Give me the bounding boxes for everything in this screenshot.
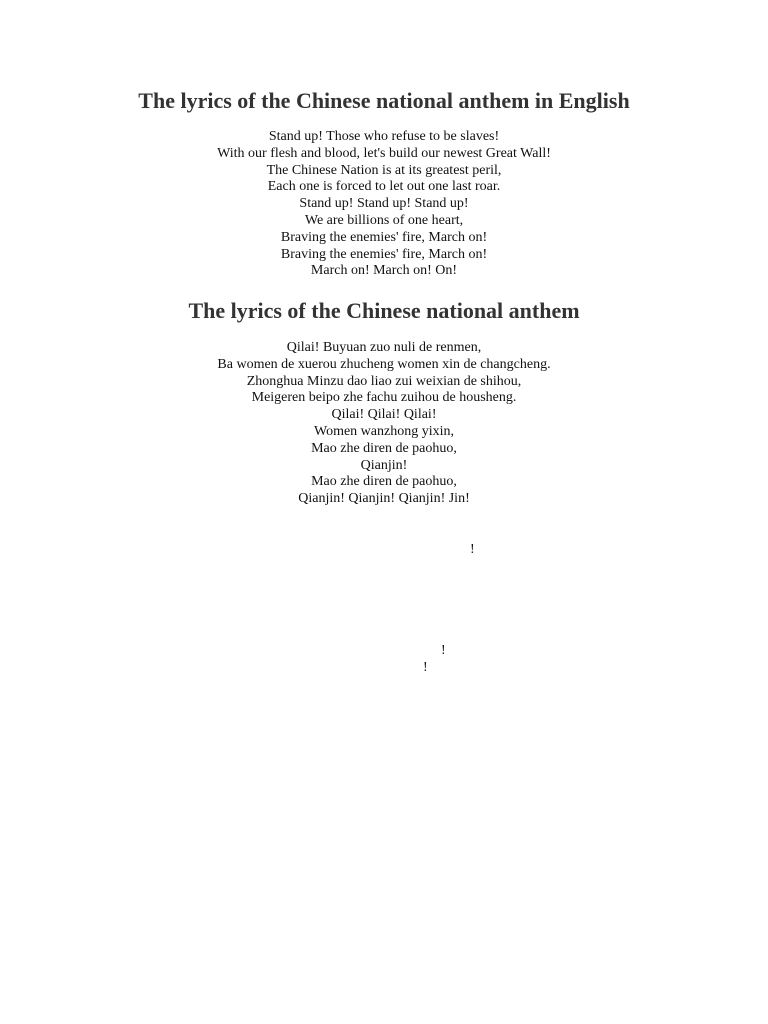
lyric-line: Qianjin!: [360, 457, 408, 473]
lyric-line: Stand up! Those who refuse to be slaves!: [268, 129, 500, 144]
lyric-line: Braving the enemies' fire, March on!: [280, 229, 488, 245]
lyric-line: Meigeren beipo zhe fachu zuihou de housheng.: [251, 390, 517, 406]
lyric-line: Each one is forced to let out one last roar.: [267, 179, 501, 195]
stray-exclamation-mark: !: [470, 542, 475, 557]
english-lyrics-heading: The lyrics of the Chinese national anthem in English: [138, 88, 630, 113]
lyric-line: Braving the enemies' fire, March on!: [280, 246, 488, 262]
stray-exclamation-mark: !: [441, 643, 446, 658]
lyric-line: Qianjin! Qianjin! Qianjin! Jin!: [298, 491, 470, 507]
lyric-line: Qilai! Buyuan zuo nuli de renmen,: [286, 340, 482, 355]
lyric-line: Qilai! Qilai! Qilai!: [331, 407, 437, 423]
lyric-line: The Chinese Nation is at its greatest peril,: [266, 162, 502, 178]
english-lyrics-block: [0, 129, 768, 280]
lyric-line: Women wanzhong yixin,: [313, 423, 454, 439]
lyric-line: Zhonghua Minzu dao liao zui weixian de shihou,: [246, 373, 522, 389]
lyric-line: Ba women de xuerou zhucheng women xin de changcheng.: [217, 356, 551, 372]
lyric-line: Mao zhe diren de paohuo,: [311, 474, 457, 490]
stray-exclamation-mark: !: [423, 660, 428, 675]
lyric-line: Mao zhe diren de paohuo,: [311, 440, 457, 456]
lyric-line: We are billions of one heart,: [304, 212, 464, 228]
pinyin-lyrics-heading: The lyrics of the Chinese national anthem: [188, 298, 580, 323]
lyric-line: With our flesh and blood, let's build our newest Great Wall!: [217, 145, 551, 161]
lyric-line: Stand up! Stand up! Stand up!: [299, 196, 469, 212]
pinyin-lyrics-block: [0, 340, 768, 508]
lyric-line: March on! March on! On!: [310, 263, 458, 279]
